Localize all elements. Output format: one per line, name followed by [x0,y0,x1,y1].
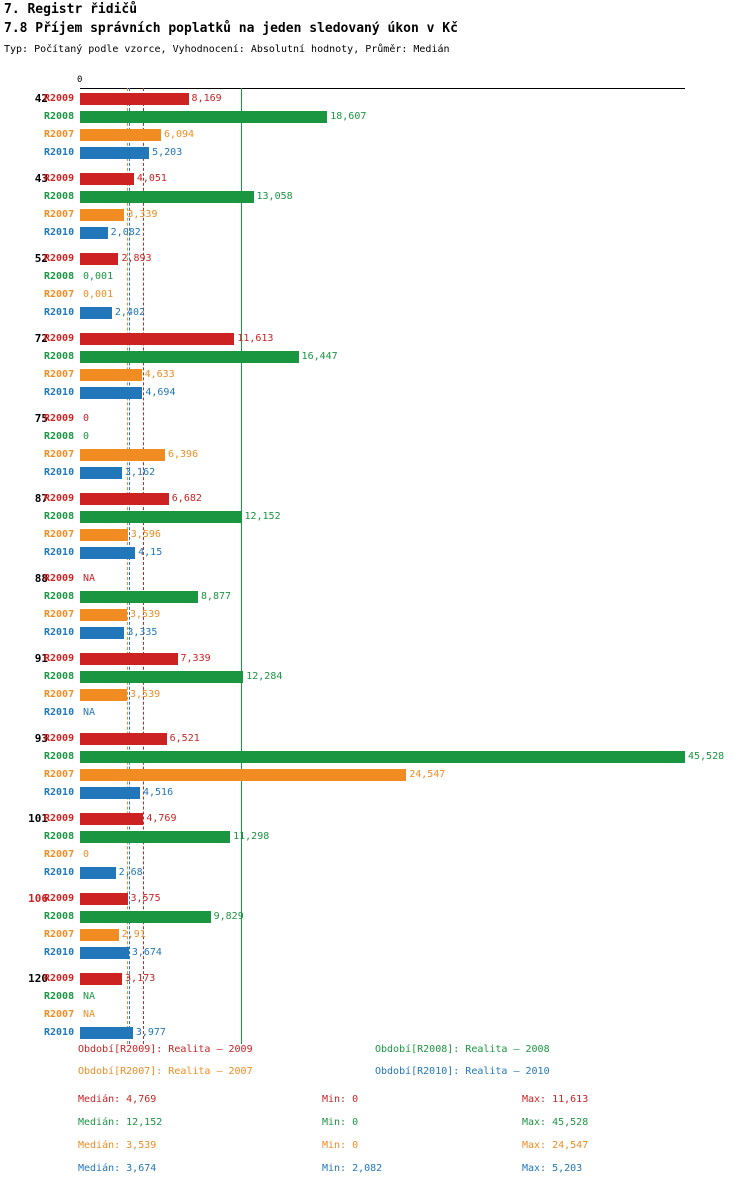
chart-row [0,446,750,464]
bar-value-label: 3,173 [125,973,156,984]
row-series-label: R2008 [44,511,75,522]
row-series-label: R2009 [44,973,75,984]
row-series-label: R2007 [44,369,75,380]
bar-value-label: 3,339 [127,209,158,220]
row-series-label: R2007 [44,929,75,940]
stat-max: Max: 5,203 [522,1163,583,1174]
group-label: 87 [34,492,48,505]
group-label: 42 [34,92,48,105]
row-series-label: R2009 [44,93,75,104]
row-series-label: R2010 [44,787,75,798]
chart-row [0,970,750,988]
page-title: 7. Registr řidičů [4,2,138,17]
chart-subtitle: Typ: Počítaný podle vzorce, Vyhodnocení: Absolutní hodnoty, Průměr: Medián [4,44,450,55]
chart-row [0,526,750,544]
stat-min: Min: 0 [322,1117,359,1128]
row-series-label: R2009 [44,253,75,264]
row-series-label: R2010 [44,307,75,318]
chart-row [0,606,750,624]
bar [80,369,142,381]
row-series-label: R2009 [44,333,75,344]
row-series-label: R2010 [44,707,75,718]
bar-value-label: NA [83,707,96,718]
chart-row [0,1024,750,1042]
row-series-label: R2010 [44,467,75,478]
bar-value-label: 16,447 [301,351,338,362]
bar [80,831,230,843]
row-series-label: R2008 [44,191,75,202]
row-series-label: R2009 [44,893,75,904]
bar-value-label: 2,68 [118,867,143,878]
stat-median: Medián: 3,674 [78,1163,157,1174]
chart-row [0,464,750,482]
bar [80,467,122,479]
group-label: 93 [34,732,48,745]
bar-value-label: 12,284 [246,671,283,682]
bar [80,947,129,959]
chart-row [0,428,750,446]
stat-min: Min: 0 [322,1094,359,1105]
chart-row [0,908,750,926]
chart-row [0,828,750,846]
row-series-label: R2007 [44,1009,75,1020]
bar-value-label: 4,769 [146,813,177,824]
bar-value-label: 2,91 [121,929,146,940]
bar-value-label: 8,169 [191,93,222,104]
row-series-label: R2009 [44,493,75,504]
chart-row [0,810,750,828]
row-series-label: R2007 [44,609,75,620]
stat-max: Max: 24,547 [522,1140,589,1151]
group-label: 91 [34,652,48,665]
bar [80,751,685,763]
bar [80,591,198,603]
legend-item: Období[R2010]: Realita – 2010 [375,1066,550,1077]
bar-value-label: 12,152 [244,511,281,522]
bar [80,653,178,665]
bar [80,813,143,825]
bar [80,93,189,105]
bar-value-label: 4,15 [138,547,163,558]
bar [80,769,406,781]
bar [80,1027,133,1039]
row-series-label: R2010 [44,947,75,958]
bar [80,387,142,399]
row-series-label: R2007 [44,529,75,540]
row-series-label: R2010 [44,147,75,158]
chart-row [0,250,750,268]
bar-value-label: 2,893 [121,253,152,264]
bar [80,547,135,559]
row-series-label: R2010 [44,547,75,558]
row-series-label: R2007 [44,129,75,140]
legend-item: Období[R2009]: Realita – 2009 [78,1044,253,1055]
bar-value-label: NA [83,1009,96,1020]
bar [80,493,169,505]
chart-row [0,766,750,784]
chart-row [0,508,750,526]
bar-value-label: 3,674 [131,947,162,958]
bar [80,351,299,363]
bar-value-label: 6,396 [167,449,199,460]
bar-value-label: 0,001 [83,271,114,282]
chart-row [0,286,750,304]
bar [80,529,128,541]
bar [80,893,128,905]
group-label: 120 [28,972,48,985]
bar-value-label: 2,402 [114,307,146,318]
bar-value-label: 2,082 [110,227,141,238]
row-series-label: R2010 [44,627,75,638]
group-label: 72 [34,332,48,345]
chart-row [0,944,750,962]
bar-value-label: 4,633 [144,369,175,380]
bar-value-label: 3,539 [130,609,161,620]
chart-row [0,730,750,748]
bar [80,147,149,159]
bar-value-label: 6,521 [169,733,200,744]
bar [80,253,118,265]
stat-max: Max: 11,613 [522,1094,589,1105]
row-series-label: R2009 [44,813,75,824]
row-series-label: R2008 [44,591,75,602]
bar [80,671,243,683]
chart-row [0,570,750,588]
stat-min: Min: 2,082 [322,1163,383,1174]
chart-row [0,268,750,286]
bar [80,867,116,879]
group-label: 101 [28,812,48,825]
row-series-label: R2007 [44,849,75,860]
bar-value-label: 4,516 [143,787,174,798]
bar [80,191,254,203]
bar-value-label: 3,977 [135,1027,166,1038]
row-series-label: R2008 [44,271,75,282]
bar-value-label: 9,829 [213,911,244,922]
bar [80,129,161,141]
row-series-label: R2008 [44,351,75,362]
row-series-label: R2007 [44,689,75,700]
row-series-label: R2007 [44,769,75,780]
bar [80,209,124,221]
chart-row [0,926,750,944]
chart-row [0,588,750,606]
bar-value-label: 3,539 [130,689,161,700]
row-series-label: R2008 [44,991,75,1002]
row-series-label: R2008 [44,911,75,922]
bar-value-label: 6,682 [171,493,202,504]
row-series-label: R2007 [44,289,75,300]
stat-median: Medián: 12,152 [78,1117,163,1128]
bar-value-label: 0 [83,849,90,860]
group-label: 88 [34,572,48,585]
chart-row [0,366,750,384]
bar-value-label: 11,613 [237,333,274,344]
bar-value-label: 24,547 [409,769,446,780]
row-series-label: R2008 [44,831,75,842]
bar-value-label: 8,877 [200,591,232,602]
bar [80,511,241,523]
bar [80,627,124,639]
row-series-label: R2009 [44,413,75,424]
row-series-label: R2008 [44,111,75,122]
bar-value-label: NA [83,991,96,1002]
bar-value-label: 3,162 [125,467,156,478]
bar [80,609,127,621]
group-label: 75 [34,412,48,425]
axis-zero-tick: 0 [77,75,83,85]
chart-row [0,384,750,402]
bar [80,733,167,745]
chart-row [0,170,750,188]
chart-title: 7.8 Příjem správních poplatků na jeden sledovaný úkon v Kč [4,21,458,36]
chart-row [0,650,750,668]
bar [80,111,327,123]
bar-value-label: NA [83,573,96,584]
stat-median: Medián: 4,769 [78,1094,157,1105]
chart-row [0,330,750,348]
row-series-label: R2008 [44,751,75,762]
bar-value-label: 4,694 [145,387,176,398]
stat-min: Min: 0 [322,1140,359,1151]
chart-row [0,668,750,686]
chart-row [0,188,750,206]
chart-row [0,304,750,322]
group-label: 43 [34,172,48,185]
chart-row [0,784,750,802]
stat-max: Max: 45,528 [522,1117,589,1128]
chart-row [0,890,750,908]
chart-row [0,410,750,428]
row-series-label: R2010 [44,387,75,398]
bar-value-label: 6,094 [163,129,195,140]
bar [80,973,122,985]
legend-item: Období[R2008]: Realita – 2008 [375,1044,550,1055]
bar-value-label: 0 [83,431,90,442]
row-series-label: R2009 [44,733,75,744]
bar-value-label: 7,339 [180,653,211,664]
bar-value-label: 0,001 [83,289,114,300]
stat-median: Medián: 3,539 [78,1140,157,1151]
row-series-label: R2010 [44,867,75,878]
row-series-label: R2007 [44,449,75,460]
chart-row [0,490,750,508]
chart-row [0,1006,750,1024]
chart-row [0,108,750,126]
bar [80,307,112,319]
chart-row [0,206,750,224]
bar [80,333,234,345]
bar-value-label: 18,607 [330,111,367,122]
bar [80,911,211,923]
row-series-label: R2008 [44,431,75,442]
bar [80,689,127,701]
bar [80,787,140,799]
chart-row [0,144,750,162]
legend-item: Období[R2007]: Realita – 2007 [78,1066,253,1077]
bar-value-label: 5,203 [152,147,183,158]
bar-value-label: 3,335 [127,627,158,638]
row-series-label: R2008 [44,671,75,682]
bar [80,929,119,941]
chart-row [0,544,750,562]
bar-value-label: 4,051 [136,173,167,184]
row-series-label: R2007 [44,209,75,220]
bar-value-label: 3,575 [130,893,161,904]
bar [80,173,134,185]
chart-row [0,864,750,882]
bar-value-label: 13,058 [256,191,293,202]
chart-row [0,704,750,722]
chart-row [0,90,750,108]
chart-row [0,348,750,366]
row-series-label: R2010 [44,227,75,238]
row-series-label: R2009 [44,573,75,584]
bar [80,227,108,239]
row-series-label: R2009 [44,173,75,184]
group-label: 52 [34,252,48,265]
chart-row [0,988,750,1006]
chart-row [0,748,750,766]
bar-value-label: 3,596 [130,529,161,540]
bar [80,449,165,461]
bar-value-label: 45,528 [688,751,725,762]
row-series-label: R2010 [44,1027,75,1038]
row-series-label: R2009 [44,653,75,664]
group-label: 106 [28,892,48,905]
chart-row [0,846,750,864]
chart-row [0,224,750,242]
bar-value-label: 11,298 [233,831,270,842]
chart-row [0,126,750,144]
chart-row [0,686,750,704]
chart-row [0,624,750,642]
bar-value-label: 0 [83,413,90,424]
